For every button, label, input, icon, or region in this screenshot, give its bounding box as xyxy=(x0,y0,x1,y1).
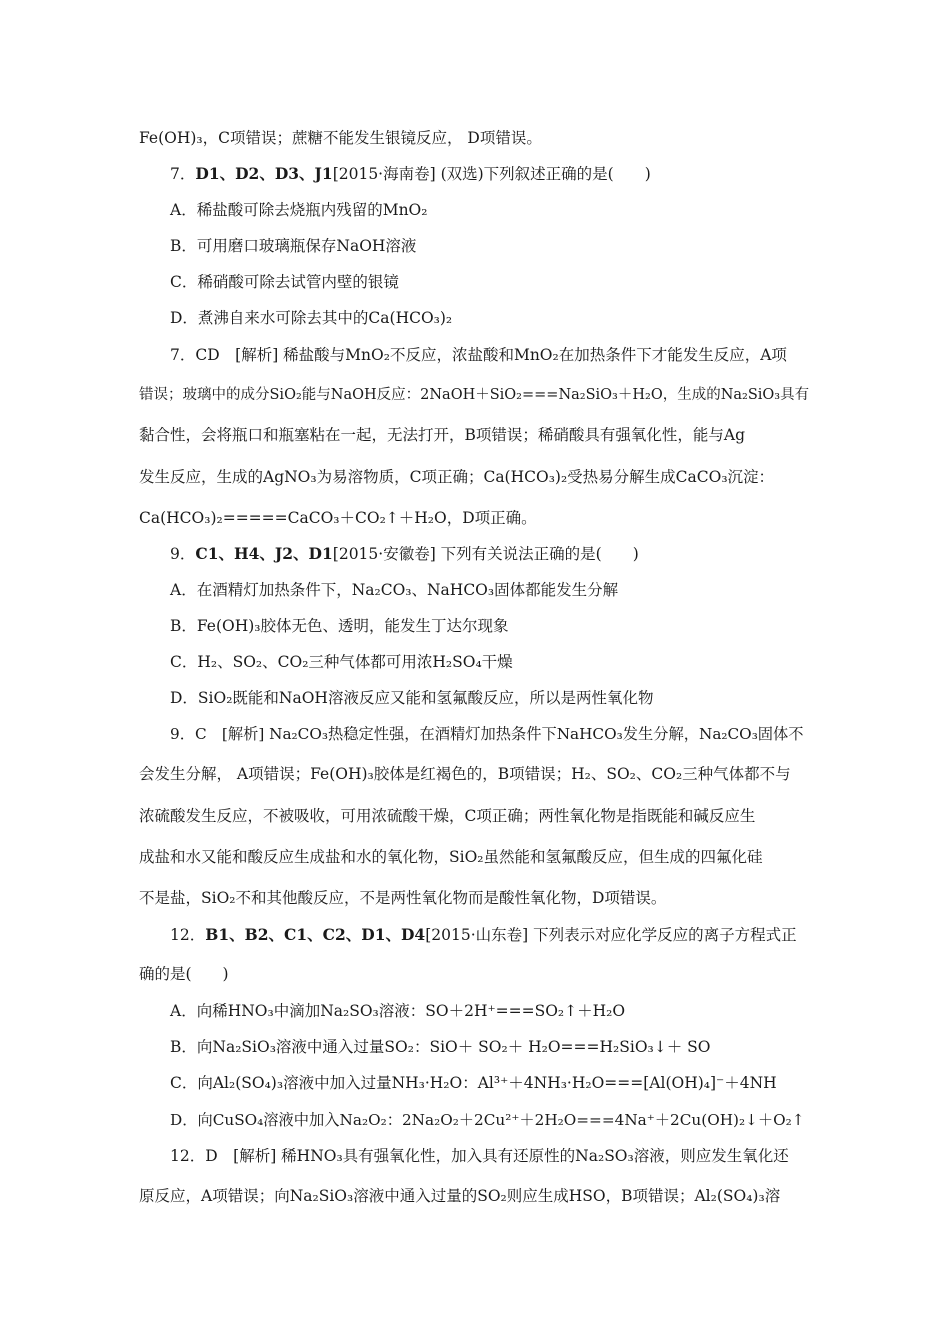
option-d: D．SiO₂既能和NaOH溶液反应又能和氢氟酸反应，所以是两性氧化物 xyxy=(170,689,654,707)
question-number: 9． xyxy=(170,545,196,563)
question-stem: [2015·海南卷] (双选)下列叙述正确的是( ) xyxy=(332,165,651,183)
analysis-line: 浓硫酸发生反应，不被吸收，可用浓硫酸干燥，C项正确；两性氧化物是指既能和碱反应生 xyxy=(139,807,756,825)
option-b: B．Fe(OH)₃胶体无色、透明，能发生丁达尔现象 xyxy=(170,617,509,635)
question-stem: [2015·安徽卷] 下列有关说法正确的是( ) xyxy=(332,545,639,563)
analysis-line: 不是盐，SiO₂不和其他酸反应，不是两性氧化物而是酸性氧化物，D项错误。 xyxy=(139,889,667,907)
analysis-line: 7．CD [解析] 稀盐酸与MnO₂不反应，浓盐酸和MnO₂在加热条件下才能发生反应，A项 xyxy=(170,346,787,364)
option-c: C．稀硝酸可除去试管内壁的银镜 xyxy=(170,273,399,291)
analysis-line: 成盐和水又能和酸反应生成盐和水的氧化物，SiO₂虽然能和氢氟酸反应，但生成的四氟化硅 xyxy=(139,848,763,866)
analysis-line: 黏合性，会将瓶口和瓶塞粘在一起，无法打开，B项错误；稀硝酸具有强氧化性，能与Ag xyxy=(139,426,746,444)
analysis-line: 错误；玻璃中的成分SiO₂能与NaOH反应：2NaOH＋SiO₂===Na₂SiO₃＋H₂O，生成的Na₂SiO₃具有 xyxy=(139,387,810,403)
option-d: D．煮沸自来水可除去其中的Ca(HCO₃)₂ xyxy=(170,309,453,327)
analysis-line: Ca(HCO₃)₂=====CaCO₃＋CO₂↑＋H₂O，D项正确。 xyxy=(139,509,537,527)
analysis-line: 发生反应，生成的AgNO₃为易溶物质，C项正确；Ca(HCO₃)₂受热易分解生成CaCO₃沉淀： xyxy=(139,468,775,486)
question-stem: [2015·山东卷] 下列表示对应化学反应的离子方程式正 xyxy=(425,926,797,944)
text-line: Fe(OH)₃，C项错误；蔗糖不能发生银镜反应， D项错误。 xyxy=(139,129,542,147)
knowledge-codes: D1、D2、D3、J1 xyxy=(195,164,333,183)
question-number: 7． xyxy=(170,165,196,183)
question-12-heading xyxy=(170,925,797,945)
question-9-heading xyxy=(170,544,639,564)
analysis-line: 会发生分解， A项错误；Fe(OH)₃胶体是红褐色的，B项错误；H₂、SO₂、CO₂三种气体都不与 xyxy=(139,765,791,783)
analysis-line: 12．D [解析] 稀HNO₃具有强氧化性，加入具有还原性的Na₂SO₃溶液，则应发生氧化还 xyxy=(170,1147,789,1165)
option-a: A．向稀HNO₃中滴加Na₂SO₃溶液：SO＋2H⁺===SO₂↑＋H₂O xyxy=(170,1002,626,1020)
question-number: 12． xyxy=(170,926,206,944)
option-d: D．向CuSO₄溶液中加入Na₂O₂：2Na₂O₂＋2Cu²⁺＋2H₂O===4Na⁺＋2Cu(OH)₂↓＋O₂↑ xyxy=(170,1111,805,1129)
knowledge-codes: B1、B2、C1、C2、D1、D4 xyxy=(205,925,426,944)
option-a: A．稀盐酸可除去烧瓶内残留的MnO₂ xyxy=(170,201,428,219)
option-b: B．向Na₂SiO₃溶液中通入过量SO₂：SiO＋ SO₂＋ H₂O===H₂SiO₃↓＋ SO xyxy=(170,1038,711,1056)
analysis-line: 9．C [解析] Na₂CO₃热稳定性强，在酒精灯加热条件下NaHCO₃发生分解，Na₂CO₃固体不 xyxy=(170,725,804,743)
knowledge-codes: C1、H4、J2、D1 xyxy=(195,544,333,563)
option-c: C．H₂、SO₂、CO₂三种气体都可用浓H₂SO₄干燥 xyxy=(170,653,513,671)
analysis-line: 原反应，A项错误；向Na₂SiO₃溶液中通入过量的SO₂则应生成HSO，B项错误；Al₂(SO₄)₃溶 xyxy=(139,1187,781,1205)
question-stem-cont: 确的是( ) xyxy=(139,965,229,983)
option-a: A．在酒精灯加热条件下，Na₂CO₃、NaHCO₃固体都能发生分解 xyxy=(170,581,619,599)
question-7-heading xyxy=(170,164,651,184)
option-b: B．可用磨口玻璃瓶保存NaOH溶液 xyxy=(170,237,417,255)
option-c: C．向Al₂(SO₄)₃溶液中加入过量NH₃·H₂O：Al³⁺＋4NH₃·H₂O===[Al(OH)₄]⁻＋4NH xyxy=(170,1074,777,1092)
